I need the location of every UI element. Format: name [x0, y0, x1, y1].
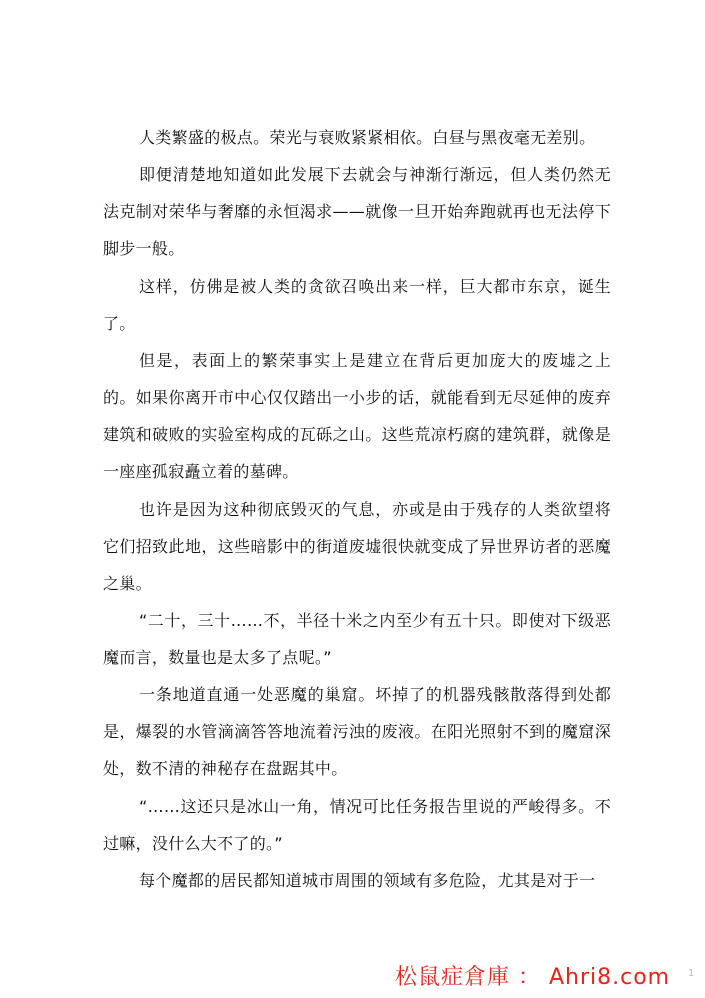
paragraph: 这样，仿佛是被人类的贪欲召唤出来一样，巨大都市东京，诞生了。	[103, 277, 611, 333]
paragraph: 每个魔都的居民都知道城市周围的领域有多危险，尤其是对于一	[139, 871, 596, 890]
paragraph: 人类繁盛的极点。荣光与衰败紧紧相依。白昼与黑夜毫无差别。	[139, 128, 596, 147]
site-watermark: 松鼠症倉庫 ： Ahri8.com	[395, 965, 671, 990]
paragraph: 但是，表面上的繁荣事实上是建立在背后更加庞大的废墟之上的。如果你离开市中心仅仅踏出一小步的话，就能看到无尽延伸的废弃建筑和破败的实验室构成的瓦砾之山。这些荒凉朽腐的建筑群，就像是一座座孤寂矗立着的墓碑。	[103, 351, 611, 481]
paragraph: 一条地道直通一处恶魔的巢窟。坏掉了的机器残骸散落得到处都是，爆裂的水管滴滴答答地流着污浊的废液。在阳光照射不到的魔窟深处，数不清的神秘存在盘踞其中。	[103, 685, 611, 778]
paragraph: 即便清楚地知道如此发展下去就会与神渐行渐远，但人类仍然无法克制对荣华与奢靡的永恒渴求——就像一旦开始奔跑就再也无法停下脚步一般。	[103, 165, 611, 258]
dialogue-paragraph: “……这还只是冰山一角，情况可比任务报告里说的严峻得多。不过嘛，没什么大不了的。”	[103, 797, 611, 853]
page-number: 1	[688, 968, 695, 979]
dialogue-paragraph: “二十，三十……不，半径十米之内至少有五十只。即使对下级恶魔而言，数量也是太多了点呢。”	[103, 611, 611, 667]
paragraph: 也许是因为这种彻底毁灭的气息，亦或是由于残存的人类欲望将它们招致此地，这些暗影中的街道废墟很快就变成了异世界访者的恶魔之巢。	[103, 500, 611, 593]
